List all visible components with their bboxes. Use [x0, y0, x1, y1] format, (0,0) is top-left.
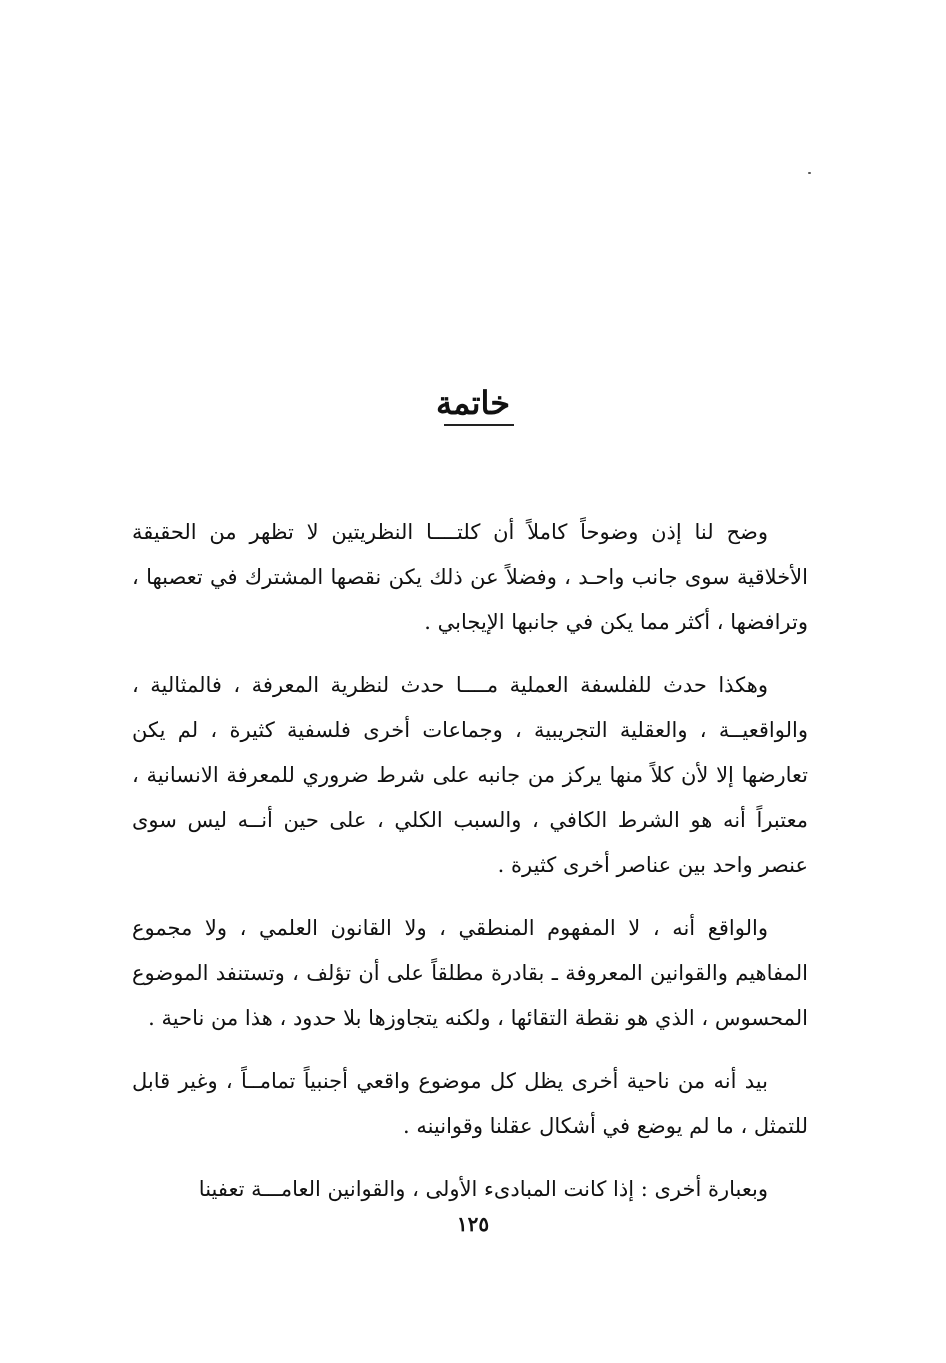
paragraph-1: وضح لنا إذن وضوحاً كاملاً أن كلتــــا النظريتين لا تظهر من الحقيقة الأخلاقية سوى جانب واحـد ، وفضلاً عن ذلك يكن نقصها المشترك في تعصبها ، وترافضها ، أكثر مما يكن في جانبها الإيجابي .	[132, 520, 808, 634]
page-number: ١٢٥	[456, 1212, 490, 1236]
scan-speck	[808, 172, 811, 174]
body-text	[132, 510, 808, 1230]
paragraph-3: والواقع أنه ، لا المفهوم المنطقي ، ولا القانون العلمي ، ولا مجموع المفاهيم والقوانين المعروفة ـ بقادرة مطلقاً على أن تؤلف ، وتستنفد الموضوع المحسوس ، الذي هو نقطة التقائها ، ولكنه يتجاوزها بلا حدود ، هذا من ناحية .	[132, 916, 808, 1030]
title-underline	[444, 424, 514, 426]
paragraph-2: وهكذا حدث للفلسفة العملية مــــا حدث لنظرية المعرفة ، فالمثالية ، والواقعيــة ، والعقلية التجريبية ، وجماعات أخرى فلسفية كثيرة ، لم يكن تعارضها إلا لأن كلاً منها يركز من جانبه على شرط ضروري للمعرفة الانسانية ، معتبراً أنه هو الشرط الكافي ، والسبب الكلي ، على حين أنــه ليس سوى عنصر واحد بين عناصر أخرى كثيرة .	[132, 673, 808, 877]
paragraph-5: وبعبارة أخرى : إذا كانت المبادىء الأولى ، والقوانين العامـــة تعفينا	[198, 1177, 768, 1201]
paragraph-4: بيد أنه من ناحية أخرى يظل كل موضوع واقعي أجنبياً تمامــاً ، وغير قابل للتمثل ، ما لم يوضع في أشكال عقلنا وقوانينه .	[132, 1069, 808, 1138]
page-title: خاتمة	[435, 384, 511, 422]
